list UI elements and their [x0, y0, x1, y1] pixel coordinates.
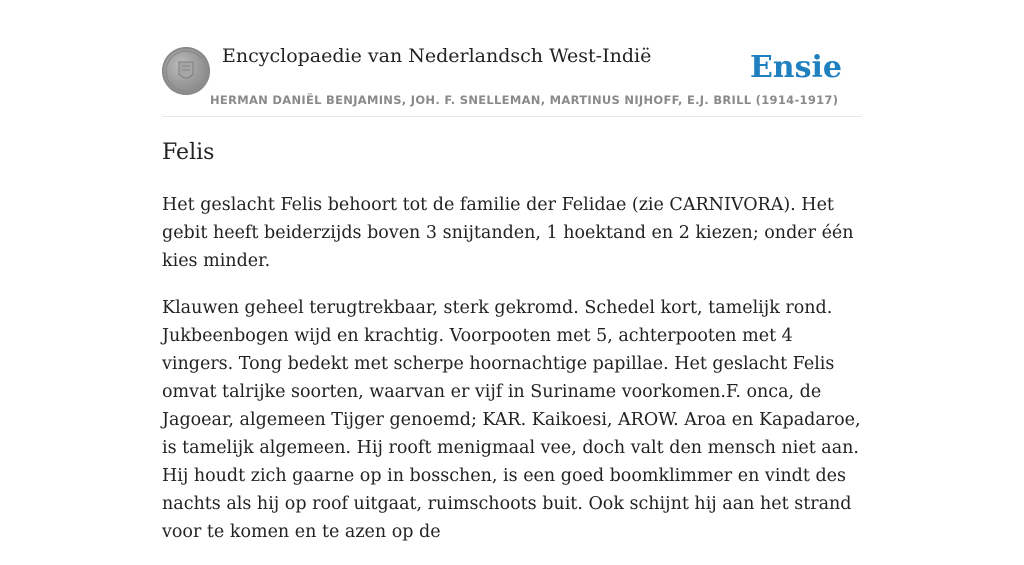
- ensie-logo[interactable]: Ensie: [749, 50, 842, 85]
- page: [162, 0, 862, 542]
- header: [162, 0, 862, 117]
- authors-line: HERMAN DANIËL BENJAMINS, JOH. F. SNELLEMAN, MARTINUS NIJHOFF, E.J. BRILL (1914-1917): [210, 93, 839, 107]
- paragraph: Klauwen geheel terugtrekbaar, sterk gekromd. Schedel kort, tamelijk rond. Jukbeenbogen wijd en krachtig. Voorpooten met 5, achterpooten met 4 vingers. Tong bedekt met scherpe hoornachtige papillae. Het geslacht Felis omvat talrijke soorten, waarvan er vijf in Suriname voorkomen.F. onca, de Jagoear, algemeen Tijger genoemd; KAR. Kaikoesi, AROW. Aroa en Kapadaroe, is tamelijk algemeen. Hij rooft menigmaal vee, doch valt den mensch niet aan. Hij houdt zich gaarne op in bosschen, is een goed boomklimmer en vindt des nachts als hij op roof uitgaat, ruimschoots buit. Ook schijnt hij aan het strand voor te komen en te azen op de: [162, 298, 861, 542]
- article-body: [162, 191, 862, 565]
- entry-title: Felis: [162, 140, 215, 165]
- coin-seal-icon[interactable]: [162, 47, 210, 95]
- paragraph: Het geslacht Felis behoort tot de familie der Felidae (zie CARNIVORA). Het gebit heeft beiderzijds boven 3 snijtanden, 1 hoektand en 2 kiezen; onder één kies minder.: [162, 195, 854, 271]
- encyclopedia-title[interactable]: Encyclopaedie van Nederlandsch West-Indië: [222, 45, 652, 67]
